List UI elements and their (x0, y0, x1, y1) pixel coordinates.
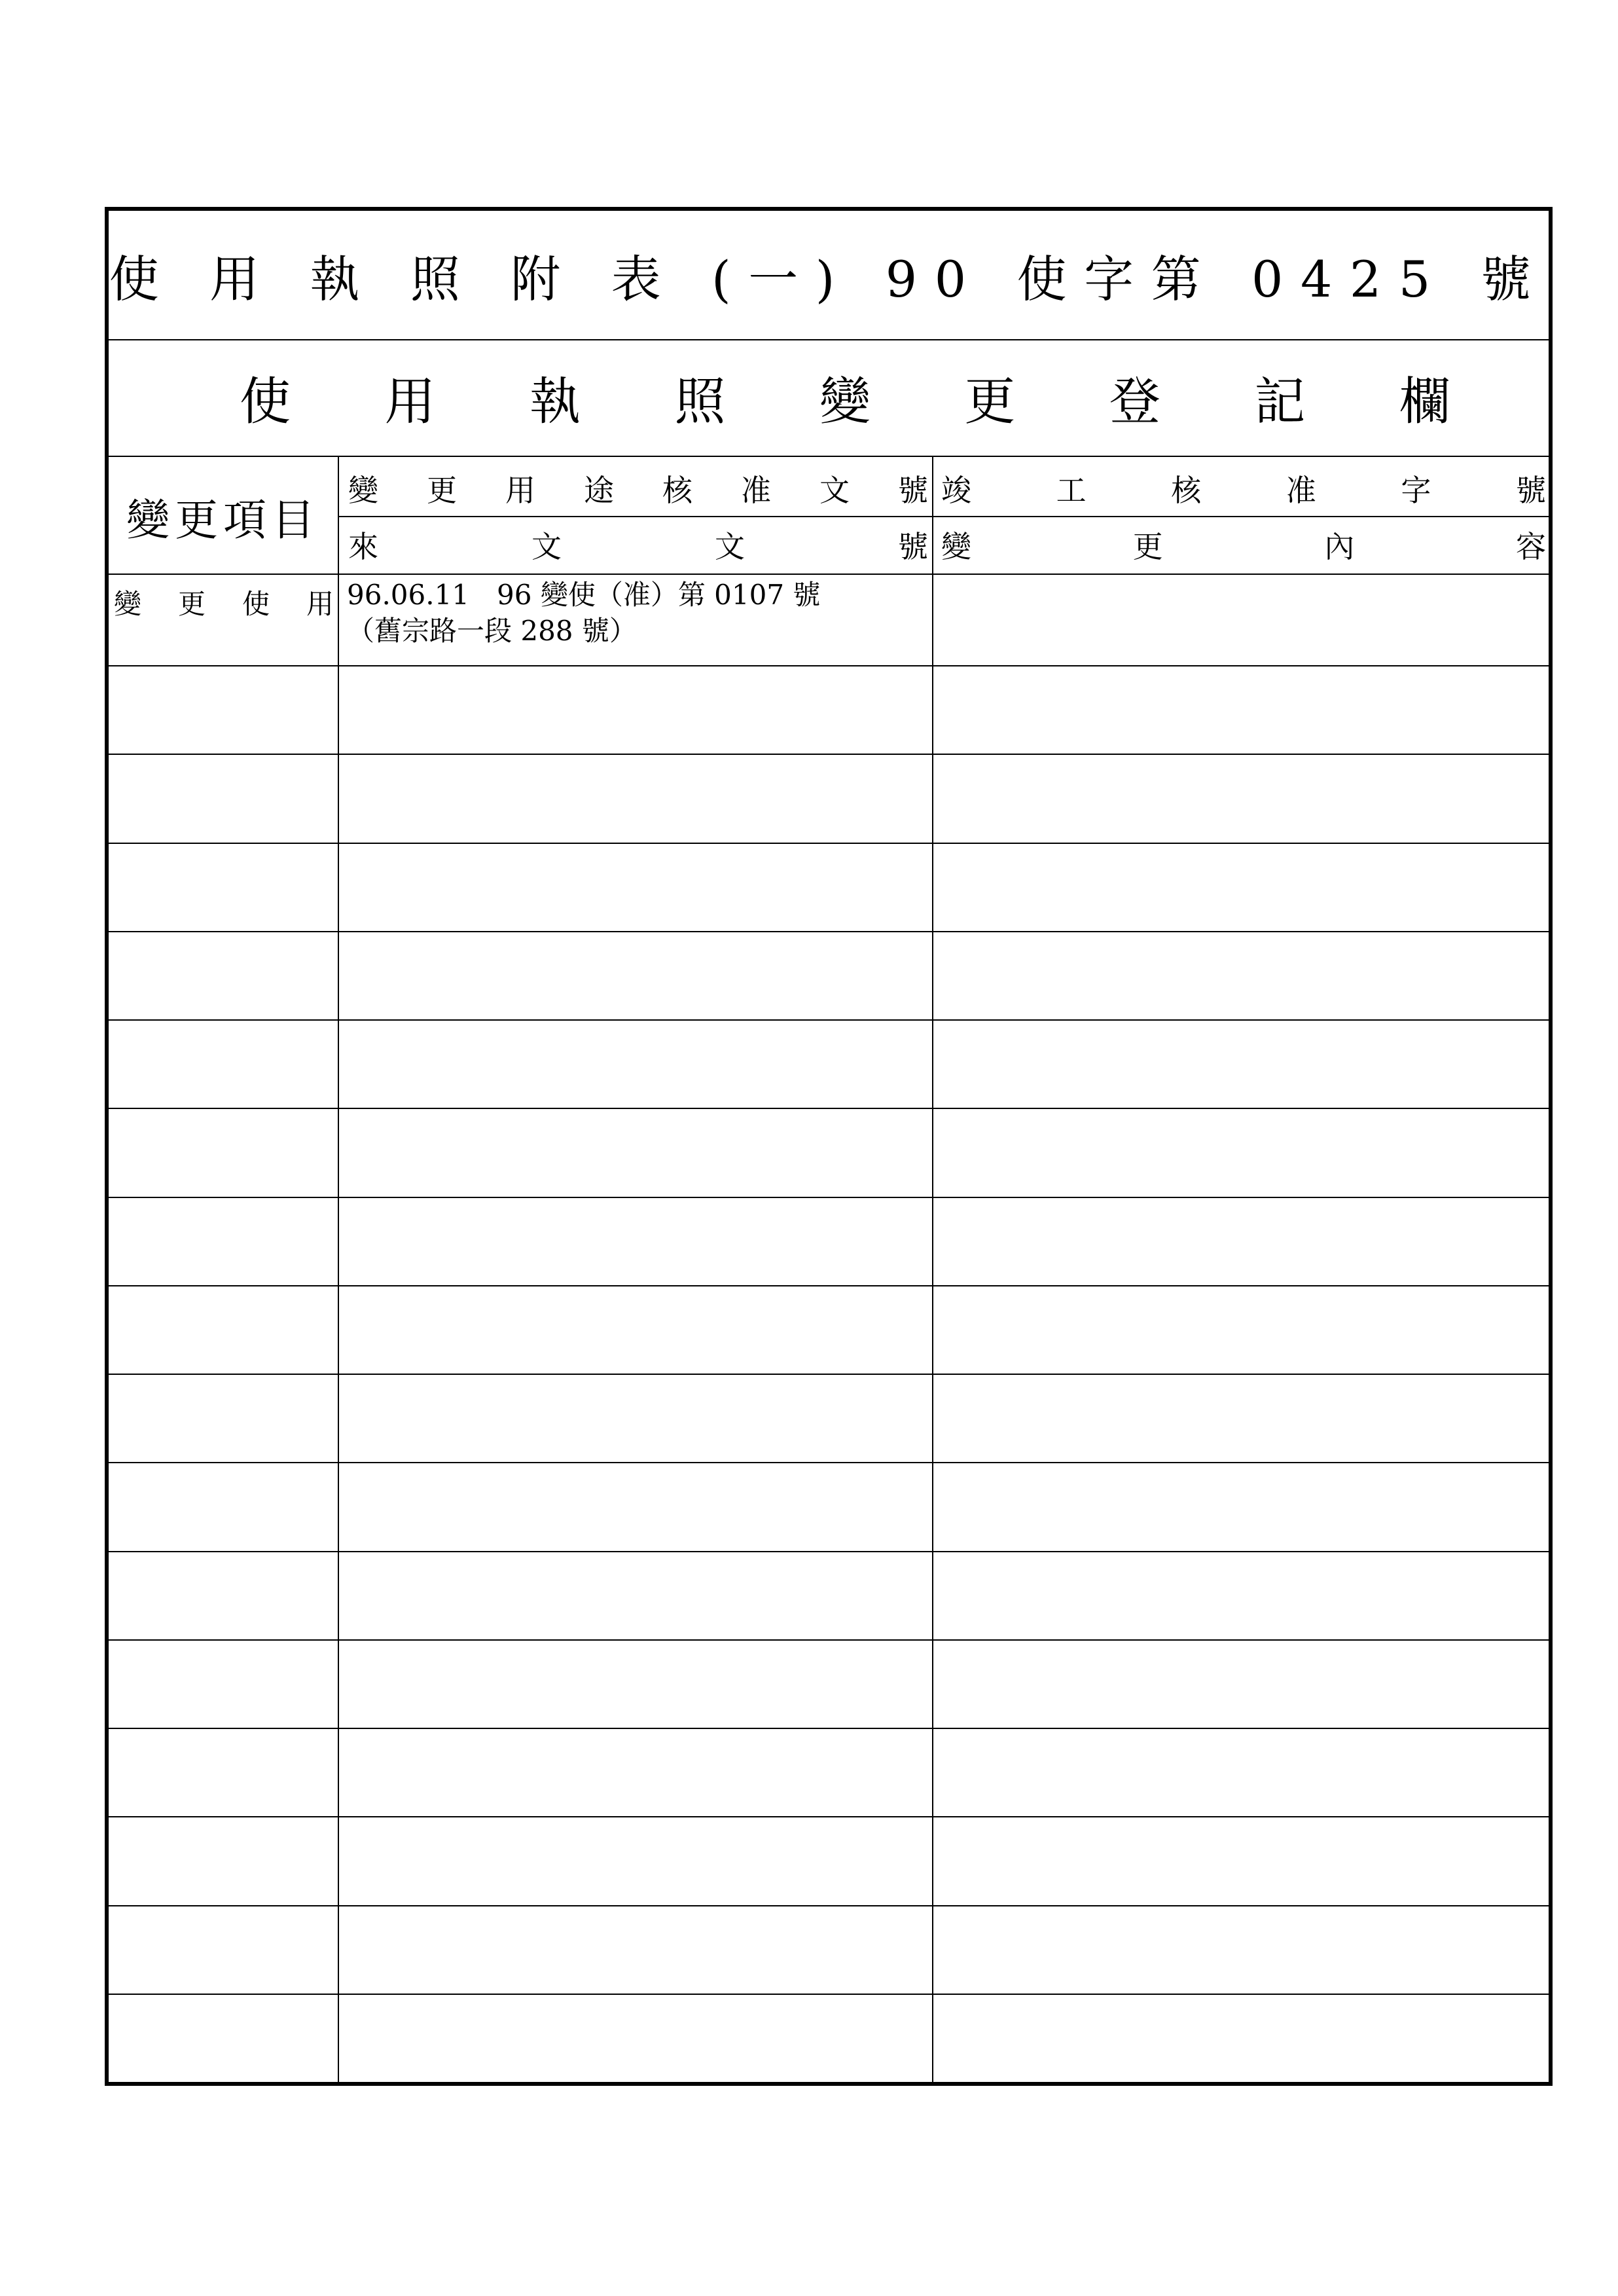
permit-table (105, 207, 1553, 2086)
section-title-char: 記 (1254, 373, 1306, 431)
header-char: 用 (505, 473, 535, 508)
row-divider (109, 754, 1549, 755)
row-divider (109, 1551, 1549, 1552)
header-char: 號 (898, 529, 928, 564)
header-char: 文 (715, 529, 745, 564)
divider (109, 456, 1549, 457)
header-char: 更 (427, 473, 457, 508)
header-char: 容 (1515, 529, 1546, 564)
section-title-chars (109, 361, 1549, 434)
divider (109, 574, 1549, 575)
row-divider (109, 1462, 1549, 1463)
section-title-char: 更 (964, 373, 1016, 431)
header-char: 變 (348, 473, 378, 508)
row-divider (109, 1816, 1549, 1817)
row-divider (109, 1019, 1549, 1021)
row-item-char: 使 (242, 588, 270, 620)
header-char: 更 (1132, 529, 1163, 564)
row-approval-line2: （舊宗路一段 288 號） (347, 614, 637, 647)
header-change-item: 變更項目 (126, 494, 320, 545)
header-char: 號 (898, 473, 928, 508)
header-char: 來 (348, 529, 378, 564)
header-char: 途 (584, 473, 614, 508)
row-divider (109, 931, 1549, 932)
row-divider (109, 665, 1549, 666)
section-title-char: 用 (384, 373, 436, 431)
header-char: 變 (941, 529, 971, 564)
section-title (109, 339, 1549, 456)
row-divider (109, 1728, 1549, 1729)
row-divider (109, 1639, 1549, 1641)
row-item-char: 更 (177, 588, 206, 620)
row-approval-cell (347, 577, 923, 649)
header-char: 文 (819, 473, 850, 508)
header-completion-number (935, 461, 1550, 516)
row-divider (109, 1905, 1549, 1906)
header-char: 號 (1515, 473, 1546, 508)
header-char: 核 (1171, 473, 1202, 508)
header-char: 字 (1401, 473, 1431, 508)
column-divider (932, 456, 933, 2082)
header-char: 准 (741, 473, 771, 508)
divider (339, 516, 1549, 517)
row-item-char: 用 (306, 588, 334, 620)
section-title-char: 欄 (1399, 373, 1450, 431)
row-item-char: 變 (114, 588, 142, 620)
header-char: 內 (1324, 529, 1355, 564)
row-divider (109, 1374, 1549, 1375)
row-change-item (114, 583, 334, 622)
row-divider (109, 1994, 1549, 1995)
header-char: 核 (662, 473, 692, 508)
row-divider (109, 1197, 1549, 1198)
section-title-char: 使 (240, 373, 291, 431)
header-incoming-number (342, 517, 932, 572)
row-approval-line1: 96.06.11 96 變使（准）第 0107 號 (347, 579, 821, 611)
header-char: 文 (531, 529, 562, 564)
column-divider (338, 456, 339, 2082)
header-char: 竣 (941, 473, 971, 508)
row-divider (109, 1285, 1549, 1286)
row-divider (109, 1108, 1549, 1109)
header-approval-number (342, 461, 932, 516)
section-title-char: 登 (1109, 373, 1160, 431)
document-title: 使 用 執 照 附 表 (一) 90 使字第 0425 號 (109, 249, 1549, 308)
header-char: 准 (1285, 473, 1316, 508)
header-change-content (935, 517, 1550, 572)
row-divider (109, 843, 1549, 844)
section-title-char: 執 (529, 373, 581, 431)
section-title-char: 照 (674, 373, 726, 431)
header-char: 工 (1056, 473, 1087, 508)
section-title-char: 變 (819, 373, 871, 431)
